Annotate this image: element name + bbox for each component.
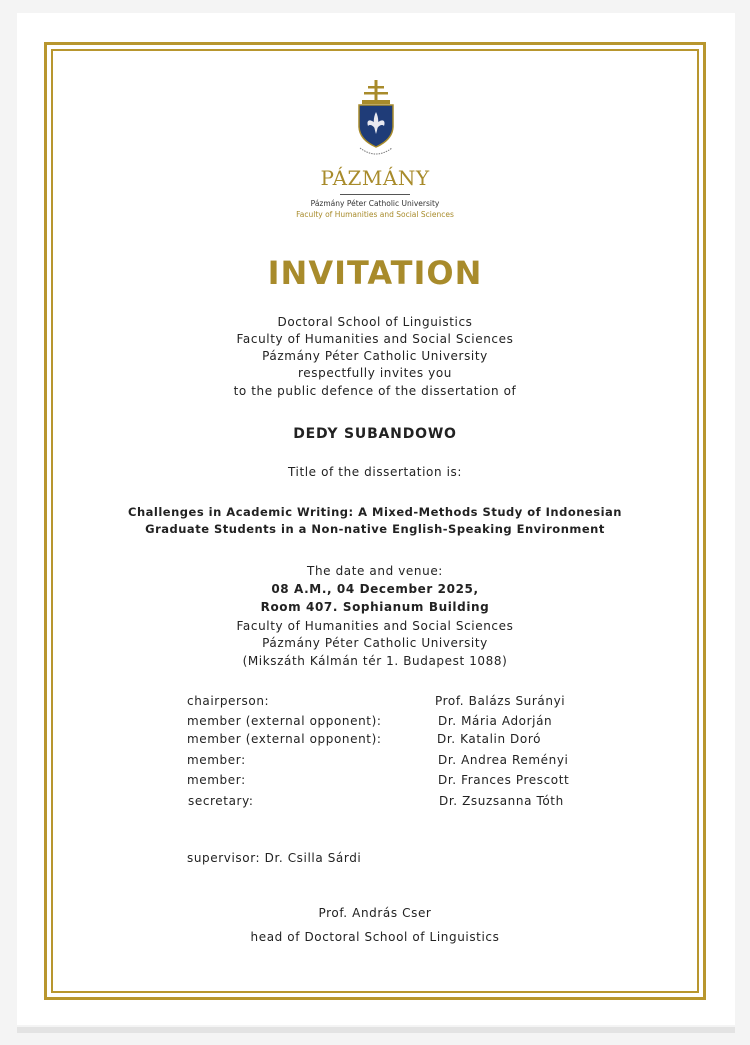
intro-line-4: respectfully invites you [298, 366, 452, 380]
supervisor: supervisor: Dr. Csilla Sárdi [187, 851, 362, 865]
signatory-position: head of Doctoral School of Linguistics [250, 930, 500, 944]
committee-role-secretary: secretary: [188, 794, 254, 808]
committee-name-member-2: Dr. Frances Prescott [438, 773, 570, 787]
intro-line-5: to the public defence of the dissertation of [233, 384, 517, 398]
gold-frame-inner [51, 49, 699, 993]
signatory-name: Prof. András Cser [318, 906, 432, 920]
intro-line-1: Doctoral School of Linguistics [277, 315, 473, 329]
committee-name-chair: Prof. Balázs Surányi [435, 694, 566, 708]
dissertation-label: Title of the dissertation is: [287, 465, 463, 479]
candidate-name: DEDY SUBANDOWO [293, 426, 457, 442]
venue-datetime: 08 A.M., 04 December 2025, [271, 582, 479, 596]
committee-role-opponent-2: member (external opponent): [187, 732, 382, 746]
logo-faculty-name: Faculty of Humanities and Social Sciences [296, 210, 454, 219]
venue-faculty: Faculty of Humanities and Social Sciences [236, 619, 514, 633]
invitation-title: INVITATION [267, 254, 483, 292]
committee-name-opponent-1: Dr. Mária Adorján [438, 714, 553, 728]
venue-university: Pázmány Péter Catholic University [262, 636, 488, 650]
dissertation-title-line-1: Challenges in Academic Writing: A Mixed-Methods Study of Indonesian [128, 505, 622, 519]
intro-line-3: Pázmány Péter Catholic University [262, 349, 488, 363]
intro-line-2: Faculty of Humanities and Social Sciences [236, 332, 514, 346]
committee-role-member-1: member: [187, 753, 246, 767]
venue-label: The date and venue: [307, 564, 443, 578]
committee-name-opponent-2: Dr. Katalin Doró [437, 732, 542, 746]
logo-university-name: Pázmány Péter Catholic University [310, 199, 440, 208]
committee-role-opponent-1: member (external opponent): [187, 714, 382, 728]
university-crest-logo [356, 80, 396, 162]
committee-name-member-1: Dr. Andrea Reményi [438, 753, 569, 767]
committee-name-secretary: Dr. Zsuzsanna Tóth [439, 794, 564, 808]
venue-address: (Mikszáth Kálmán tér 1. Budapest 1088) [242, 654, 508, 668]
committee-role-chair: chairperson: [187, 694, 270, 708]
brand-name: PÁZMÁNY [320, 166, 430, 190]
committee-role-member-2: member: [187, 773, 246, 787]
dissertation-title-line-2: Graduate Students in a Non-native English-Speaking Environment [145, 522, 605, 536]
page-shadow [17, 1027, 735, 1033]
venue-room: Room 407. Sophianum Building [260, 600, 490, 614]
brand-divider [340, 194, 410, 195]
